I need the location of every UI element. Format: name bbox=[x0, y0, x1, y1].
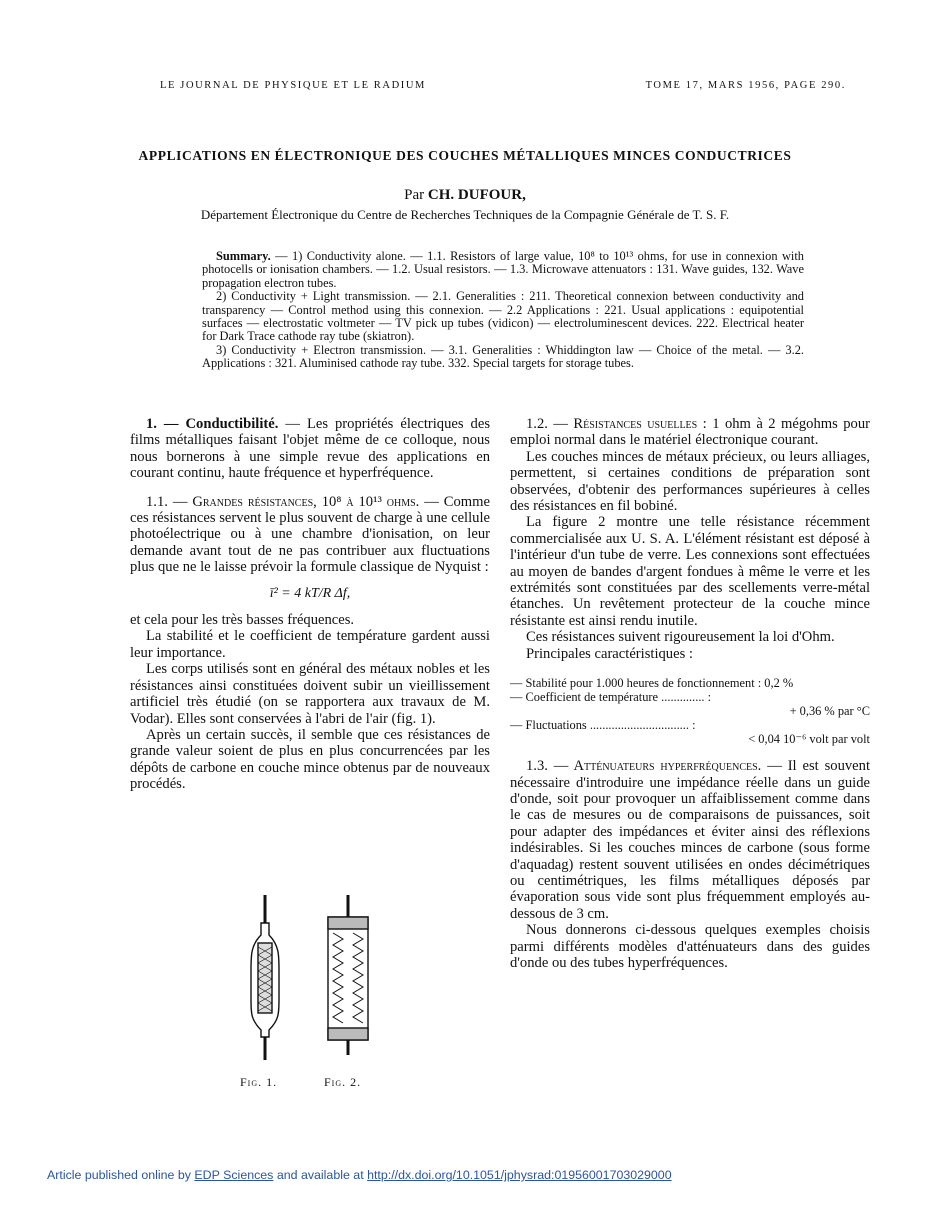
precious-metals-paragraph: Les couches minces de métaux précieux, ou leurs alliages, permettent, si certaines conditions de préparation sont observées, d'obtenir des performances supérieures à celles des résistances en fil bobiné. bbox=[510, 448, 870, 515]
summary-p2: 2) Conductivity + Light transmission. — 2.1. Generalities : 211. Theoretical connexion between conductivity and transparency — Control method using this connexion. — 2.2 Applications : 221. Usual applications : equipotential surfaces — electrostatic voltmeter — TV pick up tubes (vidicon) — electroluminescent devices. 222. Electrical heater for Dark Trace cathode ray tube (skiatron). bbox=[202, 289, 804, 344]
char-fluctuations-value: < 0,04 10⁻⁶ volt par volt bbox=[748, 732, 870, 747]
figure-1-drawing bbox=[251, 895, 279, 1060]
publication-footer bbox=[47, 1168, 672, 1182]
edp-sciences-link[interactable]: EDP Sciences bbox=[194, 1168, 274, 1182]
bodies-paragraph: Les corps utilisés sont en général des métaux nobles et les résistances ainsi constituées doivent subir un vieillissement artificiel très étudié (on se rapportera aux travaux de M. Vodar). Elles sont conservées à l'abri de l'air (fig. 1). bbox=[130, 661, 490, 727]
characteristics-list bbox=[510, 676, 870, 746]
figure-1-caption: Fig. 1. bbox=[240, 1075, 278, 1089]
ohm-law-paragraph: Ces résistances suivent rigoureusement la loi d'Ohm. bbox=[526, 629, 835, 646]
footer-text-1: Article published online by bbox=[47, 1168, 195, 1182]
section-1-3-heading: 1.3. — Atténuateurs hyperfréquences. bbox=[526, 758, 762, 775]
section-1-2-text: 1 ohm à 2 mégohms pour emploi normal dans le matériel électronique courant. bbox=[510, 416, 870, 449]
summary-p3: 3) Conductivity + Electron transmission. — 3.1. Generalities : Whiddington law — Choice of the metal. — 3.2. Applications : 321. Aluminised cathode ray tube. 332. Special targets for storage tubes. bbox=[202, 342, 804, 371]
author-prefix: Par bbox=[404, 187, 428, 203]
figure-2-drawing bbox=[328, 895, 368, 1055]
summary-block bbox=[202, 250, 804, 371]
char-stability: — Stabilité pour 1.000 heures de fonctionnement : 0,2 % bbox=[510, 676, 794, 691]
doi-link[interactable]: http://dx.doi.org/10.1051/jphysrad:01956001703029000 bbox=[367, 1168, 672, 1182]
examples-paragraph: Nous donnerons ci-dessous quelques exemples choisis parmi différents modèles d'atténuateurs dans des guides d'onde ou des tubes hyperfréquences. bbox=[510, 922, 870, 971]
characteristics-intro: Principales caractéristiques : bbox=[526, 645, 693, 662]
section-1-1-text: — Comme ces résistances servent le plus souvent de charge à une cellule photoélectrique ou à une chambre d'ionisation, on leur demande avant tout de ne pas contribuer aux fluctuations plus que ne le laisse prévoir la formule classique de Nyquist : bbox=[130, 493, 490, 576]
section-1-2-heading: 1.2. — Résistances usuelles : bbox=[526, 416, 707, 432]
article-title: APPLICATIONS EN ÉLECTRONIQUE DES COUCHES MÉTALLIQUES MINCES CONDUCTRICES bbox=[138, 148, 792, 163]
success-paragraph: Après un certain succès, il semble que ces résistances de grande valeur soient de plus en plus concurrencées par les dépôts de carbone en couche mince obtenus par de nouveaux procédés. bbox=[130, 726, 490, 793]
right-column bbox=[510, 416, 870, 971]
summary-p1: — 1) Conductivity alone. — 1.1. Resistors of large value, 10⁸ to 10¹³ ohms, for use in connexion with photocells or ionisation chambers. — 1.2. Usual resistors. — 1.3. Microwave attenuators : 131. Wave guides, 132. Wave propagation electron tubes. bbox=[202, 249, 804, 290]
figure-2-caption: Fig. 2. bbox=[324, 1075, 362, 1089]
summary-label: Summary. bbox=[216, 249, 271, 263]
char-temp-coefficient-label: — Coefficient de température .............. : bbox=[510, 690, 712, 705]
section-1-3-text: — Il est souvent nécessaire d'introduire une impédance réelle dans un guide d'onde, soit pour provoquer un affaiblissement comme dans le cas de mesures ou de comparaisons de puissances, soit pour adapter des impédances et éviter ainsi des réflexions indésirables. Si les couches minces de carbone (sous forme d'aquadag) restent souvent utilisées en ondes décimétriques ou centimétriques, les films métalliques déposés par évaporation sous vide sont plus fréquemment employés au-dessous de 3 cm. bbox=[510, 758, 870, 922]
resistor-figures bbox=[225, 895, 405, 1095]
running-head-journal: LE JOURNAL DE PHYSIQUE ET LE RADIUM bbox=[160, 80, 426, 91]
stability-paragraph: La stabilité et le coefficient de température gardent aussi leur importance. bbox=[130, 628, 490, 661]
after-formula-text: et cela pour les très basses fréquences. bbox=[130, 612, 355, 629]
nyquist-formula: ī² = 4 kT/R Δf, bbox=[269, 585, 351, 601]
left-column bbox=[130, 416, 490, 793]
figure-2-paragraph: La figure 2 montre une telle résistance récemment commercialisée aux U. S. A. L'élément résistant est déposé à l'intérieur d'un tube de verre. Les connexions sont effectuées au moyen de bandes d'argent fondues à même le verre et les extrémités sont constituées par des scellements verre-métal étanches. Un revêtement protecteur de la couche mince résistante est ainsi rendu inutile. bbox=[510, 514, 870, 629]
running-head-volume: TOME 17, MARS 1956, PAGE 290. bbox=[645, 80, 846, 91]
author-name: CH. DUFOUR, bbox=[427, 187, 526, 203]
section-1-1-heading: 1.1. — Grandes résistances, 10⁸ à 10¹³ ohms. bbox=[146, 493, 420, 510]
author-line bbox=[0, 187, 930, 204]
char-temp-coefficient-value: + 0,36 % par °C bbox=[789, 704, 870, 719]
footer-text-2: and available at bbox=[273, 1168, 368, 1182]
section-1-heading: 1. — Conductibilité. bbox=[146, 416, 279, 432]
affiliation: Département Électronique du Centre de Recherches Techniques de la Compagnie Générale de T. S. F. bbox=[200, 207, 730, 222]
section-1-text: — Les propriétés électriques des films métalliques faisant l'objet même de ce colloque, nous nous bornerons à une simple revue des applications en courant continu, haute fréquence et hyperfréquence. bbox=[130, 416, 491, 482]
char-fluctuations-label: — Fluctuations ................................ : bbox=[510, 718, 696, 733]
